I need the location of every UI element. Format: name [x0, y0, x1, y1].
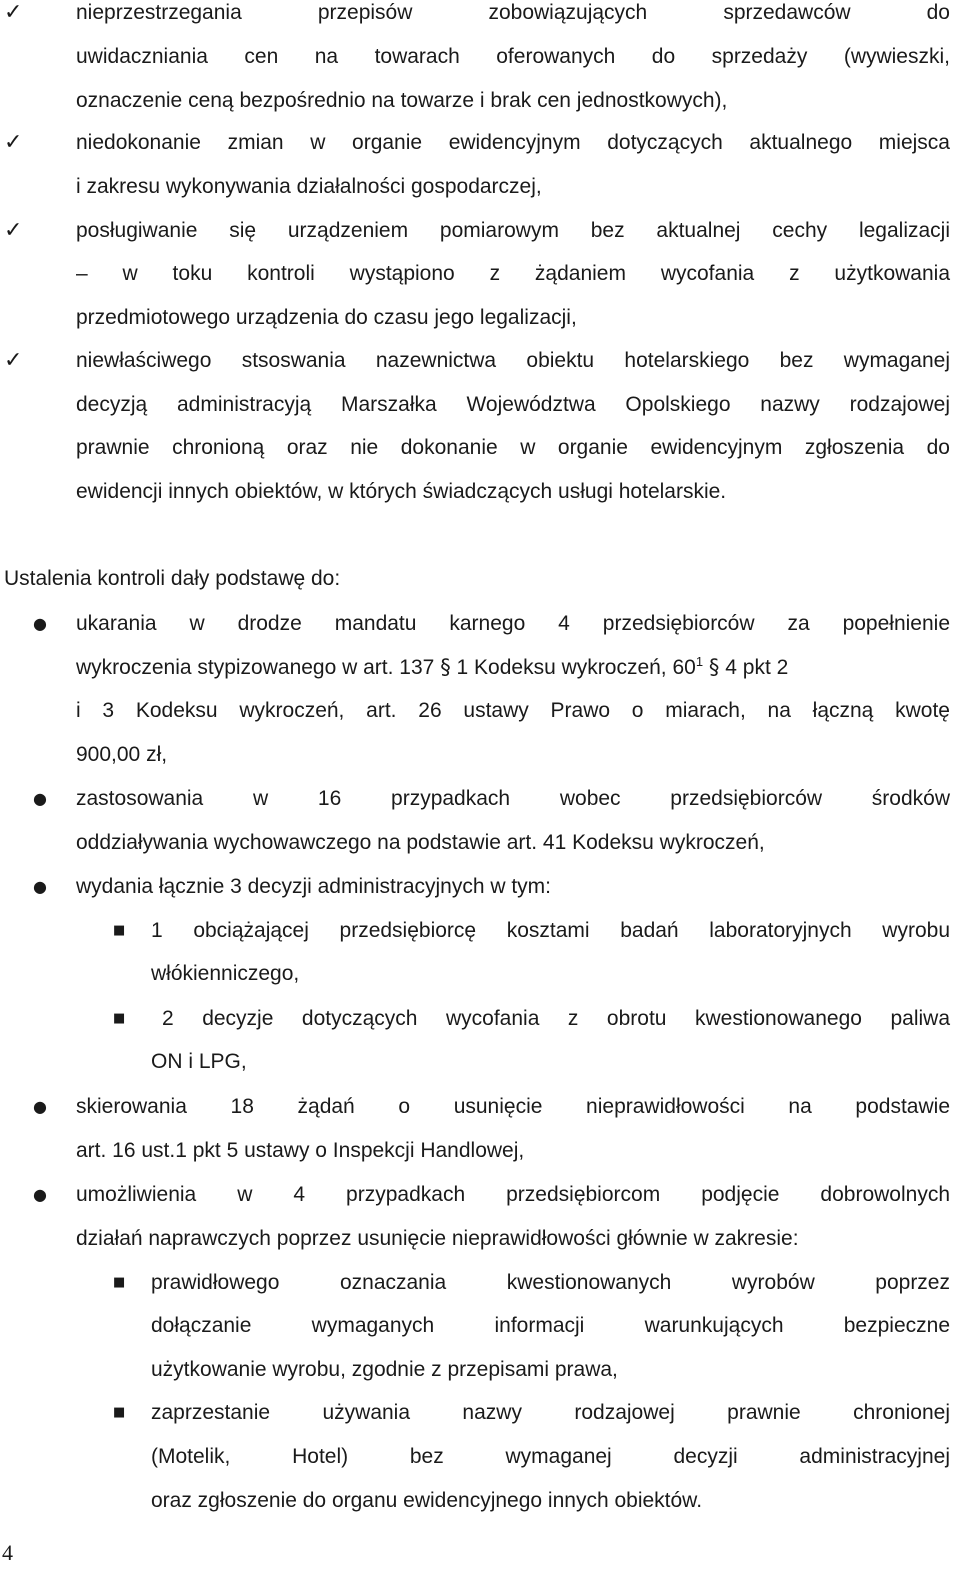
section-sign: § [708, 655, 720, 679]
bullet-item-text: i 3 Kodeksu wykroczeń, art. 26 ustawy Prawo o miarach, na łączną kwotę [76, 699, 950, 722]
checklist-item-text: prawnie chronioną oraz nie dokonanie w organie ewidencyjnym zgłoszenia do [76, 436, 950, 459]
checklist-item-text: posługiwanie się urządzeniem pomiarowym bez aktualnej cechy legalizacji [76, 219, 950, 242]
check-icon: ✓ [4, 218, 23, 243]
checklist-item-text: – w toku kontroli wystąpiono z żądaniem wycofania z użytkowania [76, 262, 950, 285]
checklist-item-text: ewidencji innych obiektów, w których świadczących usługi hotelarskie. [76, 480, 727, 503]
checklist-item-text: niedokonanie zmian w organie ewidencyjnym dotyczących aktualnego miejsca [76, 131, 950, 154]
checklist-item-text: i zakresu wykonywania działalności gospodarczej, [76, 175, 542, 198]
sub-item-text: włókienniczego, [151, 962, 300, 985]
bullet-text-part: wykroczenia stypizowanego w art. 137 [76, 656, 435, 679]
sub-item-text: oraz zgłoszenie do organu ewidencyjnego innych obiektów. [151, 1489, 703, 1512]
bullet-item-text: umożliwienia w 4 przypadkach przedsiębiorcom podjęcie dobrowolnych [76, 1183, 950, 1206]
checklist-item-text: decyzją administracyją Marszałka Województwa Opolskiego nazwy rodzajowej [76, 393, 950, 416]
check-icon: ✓ [4, 130, 23, 155]
sub-item-text: ON i LPG, [151, 1050, 247, 1073]
sub-item-text: (Motelik, Hotel) bez wymaganej decyzji administracyjnej [151, 1445, 950, 1468]
square-bullet-icon: ■ [113, 1011, 126, 1026]
bullet-item-text: oddziaływania wychowawczego na podstawie art. 41 Kodeksu wykroczeń, [76, 831, 765, 854]
section-intro: Ustalenia kontroli dały podstawę do: [4, 567, 341, 590]
bullet-item-text: wydania łącznie 3 decyzji administracyjnych w tym: [76, 875, 552, 898]
bullet-item-text [76, 652, 950, 682]
checklist-item-text: nieprzestrzegania przepisów zobowiązujących sprzedawców do [76, 1, 950, 24]
bullet-icon: ● [33, 877, 47, 896]
bullet-icon: ● [33, 789, 47, 808]
checklist-item-text: oznaczenie ceną bezpośrednio na towarze i brak cen jednostkowych), [76, 89, 728, 112]
bullet-item-text: skierowania 18 żądań o usunięcie nieprawidłowości na podstawie [76, 1095, 950, 1118]
square-bullet-icon: ■ [113, 923, 126, 938]
bullet-item-text: 900,00 zł, [76, 743, 168, 766]
sub-item-text: 2 decyzje dotyczących wycofania z obrotu kwestionowanego paliwa [162, 1007, 950, 1030]
sub-item-text: zaprzestanie używania nazwy rodzajowej prawnie chronionej [151, 1401, 950, 1424]
sub-item-text: 1 obciążającej przedsiębiorcę kosztami badań laboratoryjnych wyrobu [151, 919, 950, 942]
check-icon: ✓ [4, 348, 23, 373]
bullet-item-text: art. 16 ust.1 pkt 5 ustawy o Inspekcji Handlowej, [76, 1139, 525, 1162]
sub-item-text: użytkowanie wyrobu, zgodnie z przepisami prawa, [151, 1358, 618, 1381]
bullet-item-text: ukarania w drodze mandatu karnego 4 przedsiębiorców za popełnienie [76, 612, 950, 635]
superscript: 1 [695, 654, 704, 669]
bullet-item-text: zastosowania w 16 przypadkach wobec przedsiębiorców środków [76, 787, 950, 810]
checklist-item-text: uwidaczniania cen na towarach oferowanych do sprzedaży (wywieszki, [76, 45, 950, 68]
square-bullet-icon: ■ [113, 1275, 126, 1290]
check-icon: ✓ [4, 0, 23, 25]
sub-item-text: dołączanie wymaganych informacji warunkujących bezpieczne [151, 1314, 950, 1337]
bullet-icon: ● [33, 1185, 47, 1204]
bullet-text-part: 4 pkt 2 [725, 656, 789, 679]
bullet-icon: ● [33, 1097, 47, 1116]
page-number: 4 [2, 1540, 13, 1565]
checklist-item-text: przedmiotowego urządzenia do czasu jego legalizacji, [76, 306, 577, 329]
checklist-item-text: niewłaściwego stsoswania nazewnictwa obiektu hotelarskiego bez wymaganej [76, 349, 950, 372]
bullet-item-text: działań naprawczych poprzez usunięcie nieprawidłowości głównie w zakresie: [76, 1227, 799, 1250]
sub-item-text: prawidłowego oznaczania kwestionowanych wyrobów poprzez [151, 1271, 950, 1294]
section-sign: § [440, 655, 451, 679]
bullet-icon: ● [33, 614, 47, 633]
bullet-text-part: 1 Kodeksu wykroczeń, 60 [456, 656, 696, 679]
square-bullet-icon: ■ [113, 1405, 126, 1420]
